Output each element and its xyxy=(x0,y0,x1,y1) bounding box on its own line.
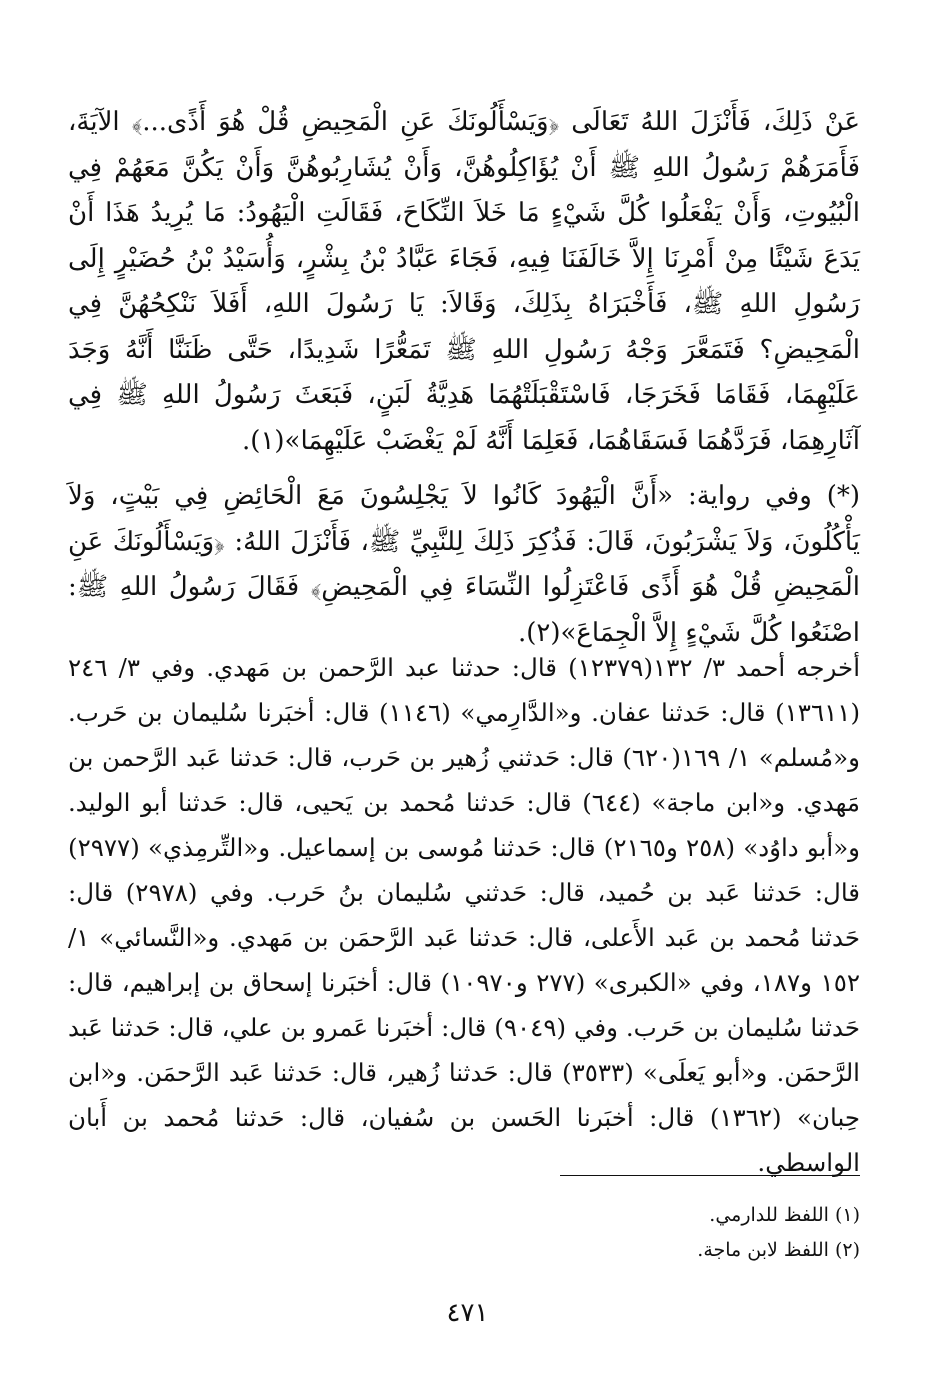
takhrij-section xyxy=(68,645,860,1185)
takhrij-paragraph: أخرجه أحمد ٣/ ١٣٢(١٢٣٧٩) قال: حدثنا عبد الرَّحمن بن مَهدي. وفي ٣/ ٢٤٦ (١٣٦١١) قال: حَدثنا عفان. و«الدَّارِمي» (١١٤٦) قال: أخبَرنا سُليمان بن حَرب. و«مُسلم» ١/ ١٦٩(٦٢٠) قال: حَدثني زُهير بن حَرب، قال: حَدثنا عَبد الرَّحمن بن مَهدي. و«ابن ماجة» (٦٤٤) قال: حَدثنا مُحمد بن يَحيى، قال: حَدثنا أبو الوليد. و«أبو داوُد» (٢٥٨ و٢١٦٥) قال: حَدثنا مُوسى بن إسماعيل. و«التِّرمِذي» (٢٩٧٧) قال: حَدثنا عَبد بن حُميد، قال: حَدثني سُليمان بنُ حَرب. وفي (٢٩٧٨) قال: حَدثنا مُحمد بن عَبد الأَعلى، قال: حَدثنا عَبد الرَّحمَن بن مَهدي. و«النَّسائي» ١/ ١٥٢ و١٨٧، وفي «الكبرى» (٢٧٧ و١٠٩٧٠) قال: أخبَرنا إسحاق بن إبراهيم، قال: حَدثنا سُليمان بن حَرب. وفي (٩٠٤٩) قال: أخبَرنا عَمرو بن علي، قال: حَدثنا عَبد الرَّحمَن. و«أبو يَعلَى» (٣٥٣٣) قال: حَدثنا زُهير، قال: حَدثنا عَبد الرَّحمَن. و«ابن حِبان» (١٣٦٢) قال: أخبَرنا الحَسن بن سُفيان، قال: حَدثنا مُحمد بن أَبان الواسطي. xyxy=(68,653,861,1177)
hadith-paragraph: عَنْ ذَلِكَ، فَأَنْزَلَ اللهُ تَعَالَى ﴿وَيَسْأَلُونَكَ عَنِ الْمَحِيضِ قُلْ هُوَ أَذًى...﴾ الآيَةَ، فَأَمَرَهُمْ رَسُولُ اللهِ ﷺ أَنْ يُؤَاكِلُوهُنَّ، وَأَنْ يُشَارِبُوهُنَّ وَأَنْ يَكُنَّ مَعَهُمْ فِي الْبُيُوتِ، وَأَنْ يَفْعَلُوا كُلَّ شَيْءٍ مَا خَلاَ النِّكَاحَ، فَقَالَتِ الْيَهُودُ: مَا يُرِيدُ هَذَا أَنْ يَدَعَ شَيْئًا مِنْ أَمْرِنَا إِلاَّ خَالَفَنَا فِيهِ، فَجَاءَ عَبَّادُ بْنُ بِشْرٍ، وَأُسَيْدُ بْنُ حُضَيْرٍ إِلَى رَسُولِ اللهِ ﷺ، فَأَخْبَرَاهُ بِذَلِكَ، وَقَالاَ: يَا رَسُولَ اللهِ، أَفَلاَ نَنْكِحُهُنَّ فِي الْمَحِيضِ؟ فَتَمَعَّرَ وَجْهُ رَسُولِ اللهِ ﷺ تَمَعُّرًا شَدِيدًا، حَتَّى ظَنَنَّا أَنَّهُ وَجَدَ عَلَيْهِمَا، فَقَامَا فَخَرَجَا، فَاسْتَقْبَلَتْهُمَا هَدِيَّةُ لَبَنٍ، فَبَعَثَ رَسُولُ اللهِ ﷺ فِي آثَارِهِمَا، فَرَدَّهُمَا فَسَقَاهُمَا، فَعَلِمَا أَنَّهُ لَمْ يَغْضَبْ عَلَيْهِمَا»(١). xyxy=(68,107,860,456)
alternate-narration-paragraph: (*) وفي رواية: «أَنَّ الْيَهُودَ كَانُوا لاَ يَجْلِسُونَ مَعَ الْحَائِضِ فِي بَيْتٍ، وَلاَ يَأْكُلُونَ، وَلاَ يَشْرَبُونَ، قَالَ: فَذُكِرَ ذَلِكَ لِلنَّبِيِّ ﷺ، فَأَنْزَلَ اللهُ: ﴿وَيَسْأَلُونَكَ عَنِ الْمَحِيضِ قُلْ هُوَ أَذًى فَاعْتَزِلُوا النِّسَاءَ فِي الْمَحِيضِ﴾ فَقَالَ رَسُولُ اللهِ ﷺ: اصْنَعُوا كُلَّ شَيْءٍ إِلاَّ الْجِمَاعَ»(٢). xyxy=(68,481,860,648)
footnote-1: (١) اللفظ للدارمي. xyxy=(709,1204,860,1226)
footnote-2: (٢) اللفظ لابن ماجة. xyxy=(697,1239,860,1261)
hadith-text xyxy=(68,100,860,666)
page-number: ٤٧١ xyxy=(446,1298,489,1328)
footnotes xyxy=(260,1198,860,1268)
footnote-separator xyxy=(560,1175,860,1176)
